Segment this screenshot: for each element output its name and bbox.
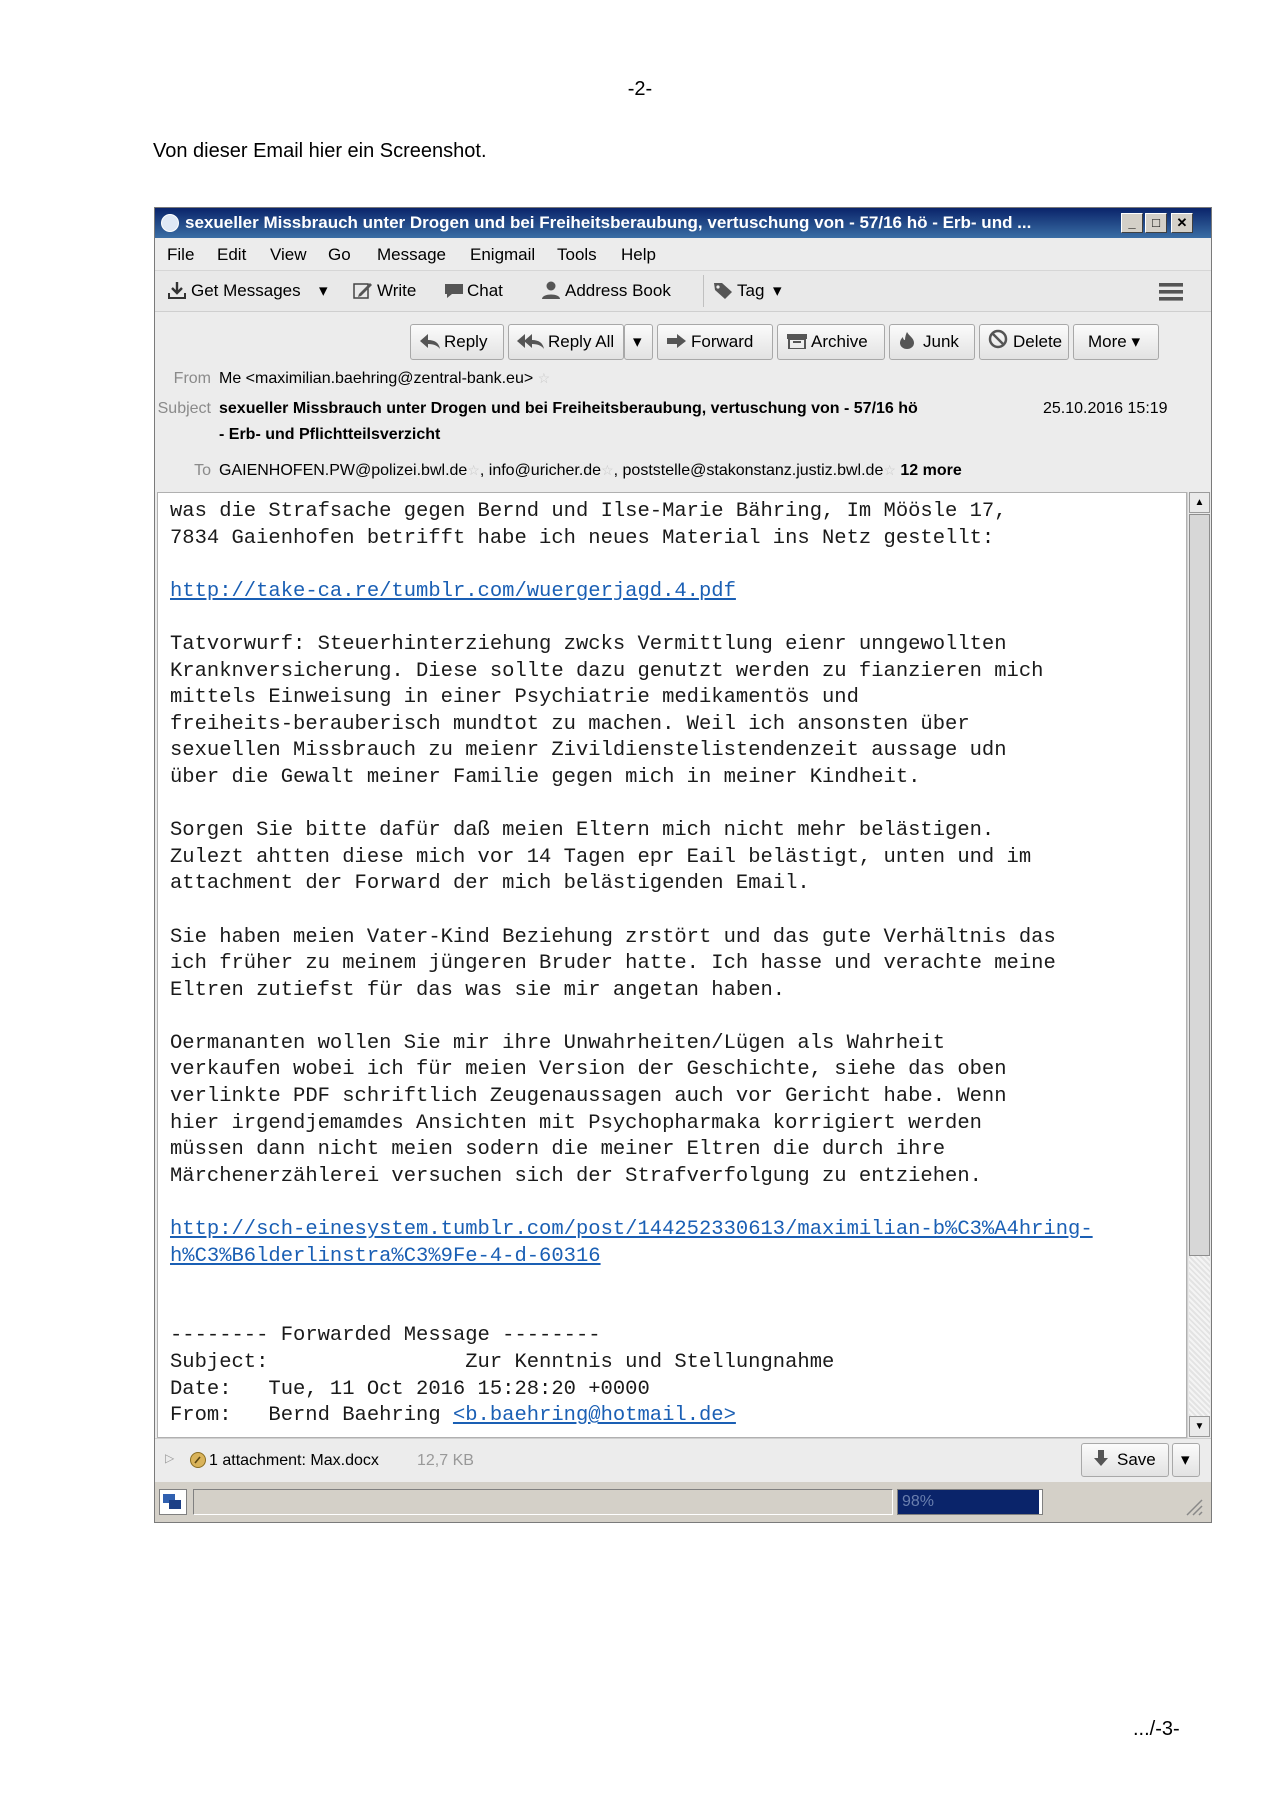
message-header-pane [155, 312, 1211, 492]
archive-label: Archive [811, 332, 868, 351]
maximize-button[interactable]: □ [1145, 213, 1167, 233]
more-button[interactable]: More ▾ [1073, 324, 1159, 360]
forwarded-subject-label: Subject: [170, 1351, 269, 1374]
more-recipients-link[interactable]: 12 more [900, 462, 962, 479]
tag-dropdown[interactable]: ▾ [773, 281, 782, 300]
body-line: Eltren zutiefst für das was sie mir angetan haben. [170, 978, 786, 1002]
tag-button[interactable] [713, 281, 764, 301]
close-button[interactable]: ✕ [1171, 213, 1193, 233]
body-line: hier irgendjemamdes Ansichten mit Psychopharmaka korrigiert werden [170, 1111, 982, 1135]
forwarded-from-email[interactable]: <b.baehring@hotmail.de> [452, 1404, 736, 1428]
progress-bar [897, 1489, 1043, 1515]
body-line: freiheits-berauberisch mundtot zu machen. Weil ich ansonsten über [170, 712, 970, 736]
forward-label: Forward [691, 332, 754, 351]
recipient[interactable]: info@uricher.de [488, 462, 602, 479]
junk-label: Junk [923, 332, 959, 351]
address-book-button[interactable] [541, 281, 671, 301]
online-status-icon[interactable] [159, 1489, 187, 1515]
tumblr-link-continued[interactable]: h%C3%B6lderlinstra%C3%9Fe-4-d-60316 [170, 1244, 601, 1268]
get-messages-button[interactable] [167, 281, 301, 301]
flame-icon [898, 327, 918, 343]
star-icon[interactable]: ☆ [537, 370, 551, 386]
body-line: mittels Einweisung in einer Psychiatrie medikamentös und [170, 686, 859, 710]
menu-file[interactable]: File [167, 245, 195, 264]
reply-all-label: Reply All [548, 332, 615, 351]
body-line: was die Strafsache gegen Bernd und Ilse-Marie Bähring, Im Möösle 17, [170, 500, 1007, 523]
progress-fill: 98% [898, 1490, 1039, 1514]
body-text-block [170, 499, 1093, 1430]
body-line: attachment der Forward der mich belästigenden Email. [170, 872, 810, 896]
reply-arrow-icon [419, 327, 439, 343]
main-toolbar [155, 270, 1211, 312]
body-line: Sie haben meien Vater-Kind Beziehung zrstört und das gute Verhältnis das [170, 925, 1056, 949]
address-book-label: Address Book [565, 281, 671, 300]
save-arrow-down-icon [1092, 1446, 1112, 1462]
forwarded-from-name: Bernd Baehring [268, 1404, 441, 1428]
from-value [219, 370, 550, 388]
vertical-scrollbar[interactable] [1187, 492, 1211, 1438]
forward-arrow-icon [666, 327, 686, 343]
delete-label: Delete [1013, 332, 1063, 351]
tumblr-link[interactable]: http://sch-einesystem.tumblr.com/post/144252330613/maximilian-b%C3%A4hring- [170, 1218, 1093, 1242]
menu-view[interactable]: View [270, 245, 307, 264]
attachment-label[interactable]: 1 attachment: Max.docx [209, 1452, 379, 1469]
delete-circle-icon [988, 327, 1008, 343]
get-messages-dropdown[interactable]: ▾ [319, 281, 328, 300]
save-dropdown[interactable]: ▾ [1172, 1443, 1200, 1477]
subject-line-2: - Erb- und Pflichtteilsverzicht [219, 426, 441, 443]
archive-button[interactable] [777, 324, 885, 360]
message-body [157, 492, 1187, 1438]
forwarded-from-label: From: [170, 1404, 232, 1428]
star-icon[interactable]: ☆ [883, 462, 896, 478]
delete-button[interactable] [979, 324, 1069, 360]
body-line: ich früher zu meinem jüngeren Bruder hatte. Ich hasse und verachte meine [170, 952, 1056, 976]
scroll-thumb[interactable] [1189, 514, 1210, 1256]
body-line: Sorgen Sie bitte dafür daß meien Eltern mich nicht mehr belästigen. [170, 819, 995, 843]
to-recipients: GAIENHOFEN.PW@polizei.bwl.de☆, info@uricher.de☆, poststelle@stakonstanz.justiz.bwl.de☆ 12 more [219, 462, 962, 479]
status-bar [155, 1482, 1211, 1522]
from-address[interactable]: Me <maximilian.baehring@zentral-bank.eu> [219, 370, 534, 387]
tag-icon [713, 281, 733, 299]
recipient[interactable]: poststelle@stakonstanz.justiz.bwl.de [622, 462, 884, 479]
forwarded-subject: Zur Kenntnis und Stellungnahme [465, 1351, 835, 1374]
body-line: über die Gewalt meiner Familie gegen mich in meiner Kindheit. [170, 765, 921, 789]
save-label: Save [1117, 1450, 1156, 1469]
body-line: Oermananten wollen Sie mir ihre Unwahrheiten/Lügen als Wahrheit [170, 1031, 946, 1055]
menu-edit[interactable]: Edit [217, 245, 247, 264]
forward-button[interactable] [657, 324, 773, 360]
body-line: sexuellen Missbrauch zu meienr Zivildienstelistendenzeit aussage udn [170, 739, 1007, 763]
forwarded-date-row [170, 1377, 1093, 1404]
chat-button[interactable] [443, 281, 503, 301]
menu-go[interactable]: Go [328, 245, 351, 264]
scroll-up-arrow-icon[interactable]: ▲ [1189, 492, 1210, 513]
download-icon [167, 281, 187, 299]
body-line: verlinkte PDF schriftlich Zeugenaussagen auch vor Gericht habe. Wenn [170, 1085, 1007, 1109]
from-label: From [173, 370, 211, 387]
reply-all-dropdown[interactable]: ▾ [624, 324, 653, 360]
subject-line-1: sexueller Missbrauch unter Drogen und bei Freiheitsberaubung, vertuschung von - 57/16 hö [219, 400, 918, 417]
menu-message[interactable]: Message [377, 245, 446, 264]
reply-all-arrow-icon [517, 327, 543, 343]
title-bar [155, 208, 1211, 238]
thunderbird-icon [161, 214, 179, 232]
email-window [154, 207, 1212, 1523]
chat-label: Chat [467, 281, 503, 300]
forwarded-heading: -------- Forwarded Message -------- [170, 1324, 601, 1348]
attachment-bar [155, 1438, 1211, 1482]
body-line: Tatvorwurf: Steuerhinterziehung zwcks Vermittlung eienr unngewollten [170, 632, 1007, 656]
reply-all-button[interactable] [508, 324, 624, 360]
forwarded-from-row [170, 1403, 1093, 1430]
menu-enigmail[interactable]: Enigmail [470, 245, 536, 264]
pencil-icon [353, 281, 373, 299]
scroll-track[interactable] [1189, 1256, 1210, 1416]
tag-label: Tag [737, 281, 765, 300]
status-text-field [193, 1489, 893, 1515]
message-date: 25.10.2016 15:19 [1043, 400, 1168, 417]
get-messages-label: Get Messages [191, 281, 301, 300]
body-line: müssen dann nicht meien sodern die meiner Eltren die durch ihre [170, 1138, 946, 1162]
intro-text: Von dieser Email hier ein Screenshot. [153, 140, 487, 162]
chat-bubble-icon [443, 281, 463, 299]
menu-bar [155, 238, 1211, 270]
forwarded-date-label: Date: [170, 1377, 232, 1401]
reply-label: Reply [444, 332, 488, 351]
body-line: verkaufen wobei ich für meien Version der Geschichte, siehe das oben [170, 1058, 1007, 1082]
expand-triangle-icon[interactable]: ▷ [165, 1451, 175, 1465]
write-button[interactable] [353, 281, 416, 301]
star-icon[interactable]: ☆ [467, 462, 480, 478]
more-label: More [1088, 332, 1127, 351]
attachment-size: 12,7 KB [417, 1452, 474, 1469]
menu-help[interactable]: Help [621, 245, 656, 264]
body-line: Zulezt ahtten diese mich vor 14 Tagen epr Eail belästigt, unten und im [170, 845, 1032, 869]
minimize-button[interactable]: _ [1121, 213, 1143, 233]
paperclip-icon [189, 1451, 207, 1474]
resize-grip-icon[interactable] [1183, 1496, 1203, 1521]
body-line: Märchenerzählerei versuchen sich der Strafverfolgung zu entziehen. [170, 1164, 982, 1188]
star-icon[interactable]: ☆ [601, 462, 614, 478]
recipient[interactable]: GAIENHOFEN.PW@polizei.bwl.de [219, 462, 468, 479]
save-attachment-button[interactable] [1081, 1443, 1169, 1477]
menu-tools[interactable]: Tools [557, 245, 597, 264]
toolbar-separator [703, 275, 704, 307]
to-label: To [194, 462, 211, 479]
body-line: 7834 Gaienhofen betrifft habe ich neues Material ins Netz gestellt: [170, 526, 995, 550]
scroll-down-arrow-icon[interactable]: ▼ [1189, 1416, 1210, 1437]
write-label: Write [377, 281, 417, 300]
app-menu-icon[interactable] [1159, 282, 1183, 307]
pdf-link[interactable]: http://take-ca.re/tumblr.com/wuergerjagd.4.pdf [170, 579, 736, 603]
page-number: -2- [627, 78, 653, 100]
person-icon [541, 281, 561, 299]
window-title: sexueller Missbrauch unter Drogen und bei Freiheitsberaubung, vertuschung von - 57/16 hö - Erb- und ... [185, 213, 1032, 232]
junk-button[interactable] [889, 324, 975, 360]
forwarded-date: Tue, 11 Oct 2016 15:28:20 +0000 [268, 1377, 650, 1401]
page-footer: .../-3- [1133, 1718, 1180, 1740]
archive-box-icon [786, 327, 806, 343]
forwarded-subject-row [170, 1350, 1093, 1377]
subject-label: Subject [157, 400, 211, 417]
reply-button[interactable] [410, 324, 504, 360]
body-line: Kranknversicherung. Diese sollte dazu genutzt werden zu fianzieren mich [170, 659, 1044, 683]
